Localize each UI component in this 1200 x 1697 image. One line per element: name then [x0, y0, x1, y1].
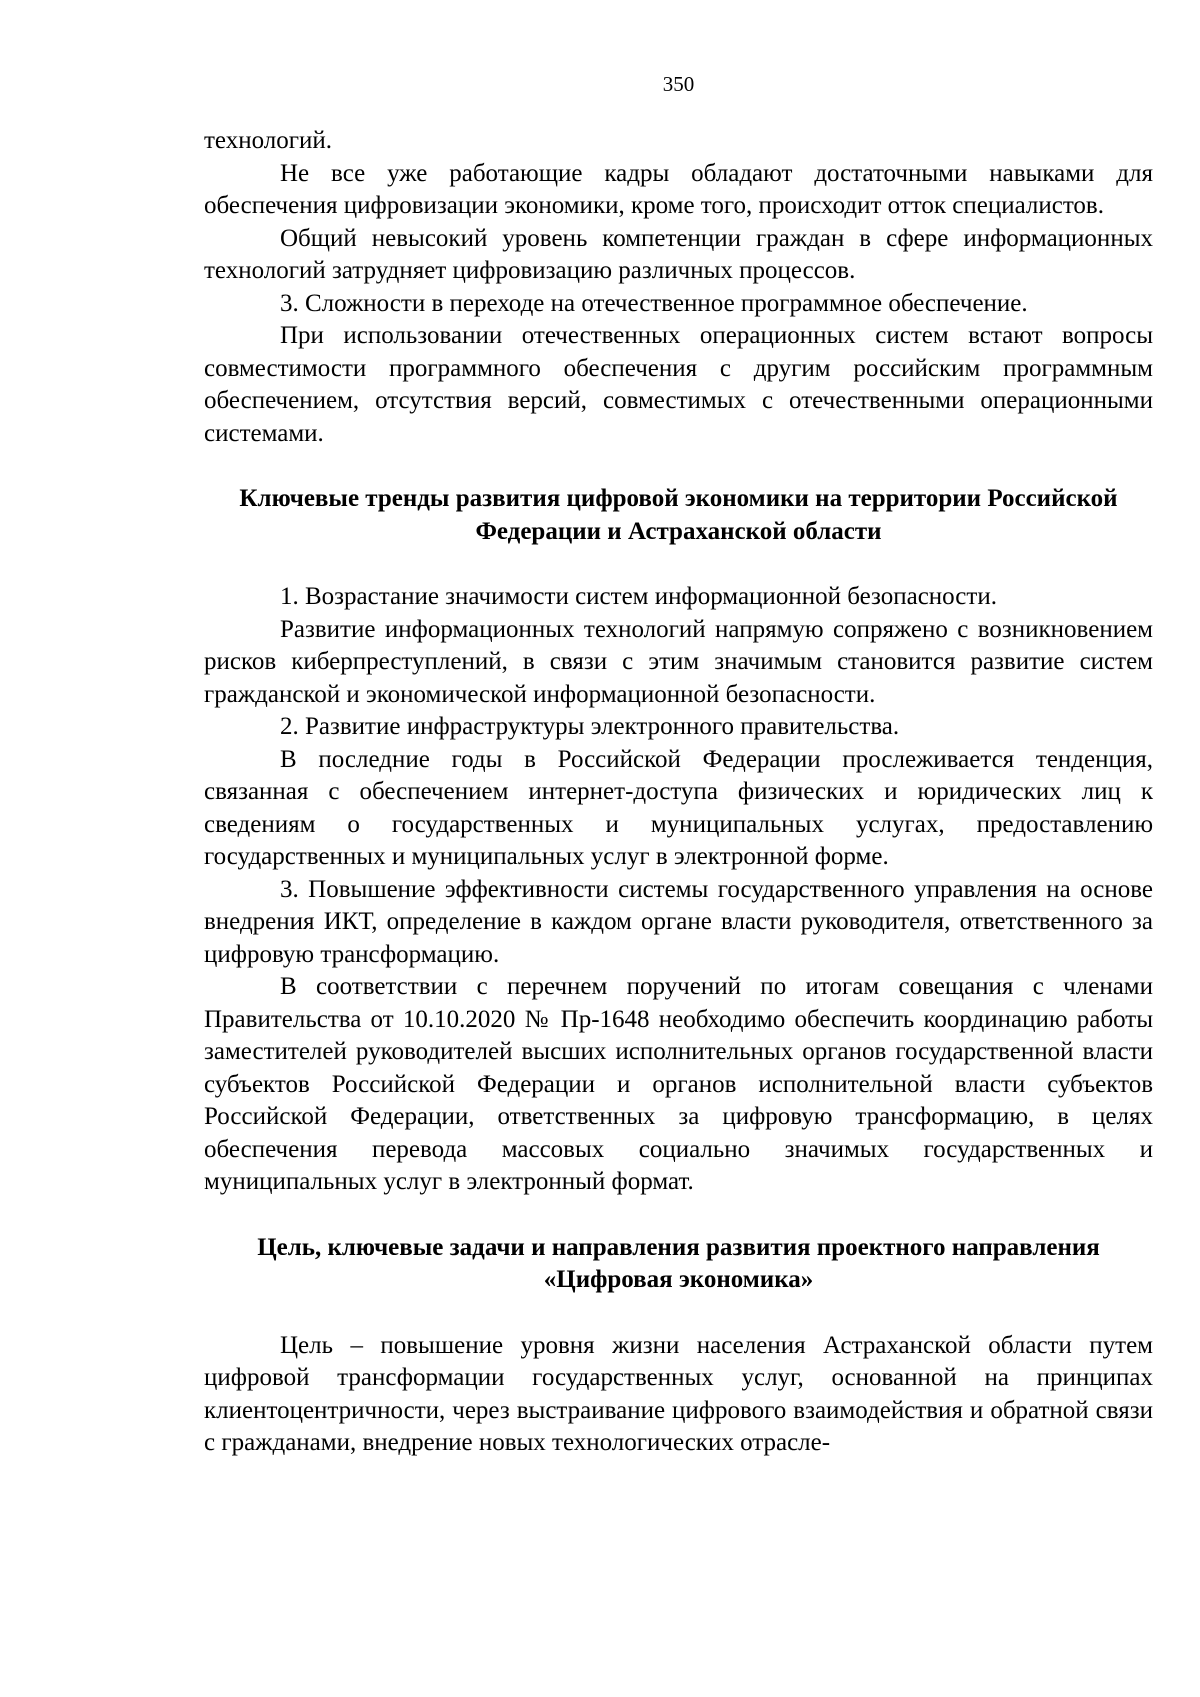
section-heading-goals-line2: «Цифровая экономика»: [543, 1266, 814, 1293]
section-heading-trends: Ключевые тренды развития цифровой экономики на территории Российской Федерации и Астраханской области: [239, 485, 1118, 545]
paragraph-continuation: технологий.: [204, 127, 332, 154]
paragraph-item-1-security: 1. Возрастание значимости систем информационной безопасности.: [280, 583, 997, 610]
paragraph-os-compatibility: При использовании отечественных операционных систем встают вопросы совместимости программного обеспечения с другим российским программным обеспечением, отсутствия версий, совместимых с отечественными операционными системами.: [204, 322, 1153, 447]
page-number: 350: [662, 72, 695, 96]
section-goals: [204, 1330, 1153, 1460]
paragraph-item-3-governance: 3. Повышение эффективности системы государственного управления на основе внедрения ИКТ, определение в каждом органе власти руководителя, ответственного за цифровую трансформацию.: [204, 875, 1153, 968]
paragraph-government-order: В соответствии с перечнем поручений по итогам совещания с членами Правительства от 10.10.2020 № Пр-1648 необходимо обеспечить координацию работы заместителей руководителей высших исполнительных органов государственной власти субъектов Российской Федерации и органов исполнительной власти субъектов Российской Федерации, ответственных за цифровую трансформацию, в целях обеспечения перевода массовых социально значимых государственных и муниципальных услуг в электронный формат.: [204, 973, 1153, 1195]
section-heading-goals: [204, 1232, 1153, 1297]
paragraph-item-2-egov: 2. Развитие инфраструктуры электронного правительства.: [280, 713, 900, 740]
paragraph-cybercrime: Развитие информационных технологий напрямую сопряжено с возникновением рисков киберпреступлений, в связи с этим значимым становится развитие систем гражданской и экономической информационной безопасности.: [204, 615, 1153, 708]
section-intro: [204, 125, 1153, 450]
paragraph-goal: Цель – повышение уровня жизни населения Астраханской области путем цифровой трансформации государственных услуг, основанной на принципах клиентоцентричности, через выстраивание цифрового взаимодействия и обратной связи с гражданами, внедрение новых технологических отрасле-: [204, 1331, 1153, 1456]
section-heading-goals-line1: Цель, ключевые задачи и направления развития проектного направления: [257, 1233, 1100, 1261]
paragraph-citizen-competence: Общий невысокий уровень компетенции граждан в сфере информационных технологий затрудняет цифровизацию различных процессов.: [204, 224, 1153, 284]
paragraph-staff-skills: Не все уже работающие кадры обладают достаточными навыками для обеспечения цифровизации экономики, кроме того, происходит отток специалистов.: [204, 159, 1153, 219]
paragraph-item-3-software: 3. Сложности в переходе на отечественное программное обеспечение.: [280, 289, 1028, 317]
section-trends: [204, 581, 1153, 1199]
paragraph-internet-access: В последние годы в Российской Федерации прослеживается тенденция, связанная с обеспечением интернет-доступа физических и юридических лиц к сведениям о государственных и муниципальных услугах, предоставлению государственных и муниципальных услуг в электронной форме.: [204, 745, 1153, 870]
